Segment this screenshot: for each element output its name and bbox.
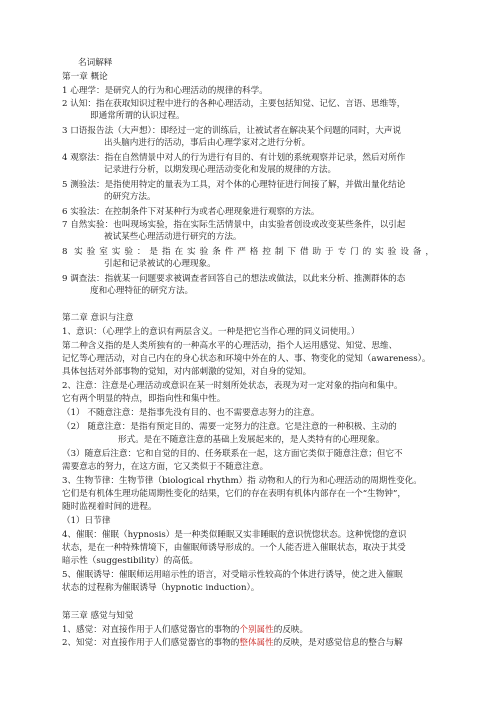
ch2-def-4-l3: 暗示性（suggestibility）的高低。	[62, 556, 199, 566]
chapter-3-title: 第三章 感觉与知觉	[62, 611, 134, 621]
ch2-def-2-2: （2） 随意注意：是指有预定目的、需要一定努力的注意。它是注意的一种积极、主动的	[62, 422, 397, 432]
ch1-def-3: 3 口语报告法（大声想）：即经过一定的训练后，让被试者在解决某个问题的同时，大声说	[62, 126, 402, 136]
ch2-def-1-p2-l3: 具体包括对外部事物的觉知，对内部刺激的觉知，对自身的觉知。	[62, 367, 312, 377]
ch1-def-8-cont: 引起和记录被试的心理现象。	[104, 259, 216, 269]
ch2-def-3: 3、生物节律：生物节律（biological rhythm）指 动物和人的行为和心理活动的周期性变化。	[62, 476, 422, 486]
ch2-def-3-l2: 它们是有机体生理功能周期性变化的结果，它们的存在表明有机体内部存在一个“生物钟”，	[62, 489, 406, 499]
ch2-def-1-p2-l2: 记忆等心理活动，对自己内在的身心状态和环境中外在的人、事、物变化的觉知（awareness）。	[62, 354, 431, 364]
ch1-def-2-cont: 即通常所谓的认识过程。	[90, 111, 185, 121]
ch1-def-7-cont: 被试某些心理活动进行研究的方法。	[104, 232, 242, 242]
ch2-def-2: 2、注意：注意是心理活动或意识在某一时刻所处状态，表现为对一定对象的指向和集中。	[62, 381, 403, 391]
ch1-def-1: 1 心理学：是研究人的行为和心理活动的规律的科学。	[62, 86, 268, 96]
ch1-def-9: 9 调查法：指就某一问题要求被调查者回答自己的想法或做法，以此来分析、推测群体的态	[62, 274, 406, 284]
ch2-def-1: 1、意识：（心理学上的意识有两层含义。一种是把它当作心理的同义词使用。）	[62, 327, 360, 337]
ch1-def-5: 5 测验法：是指使用特定的量表为工具，对个体的心理特征进行间接了解，并做出量化结论	[62, 180, 406, 190]
ch3-def-1: 1、感觉：对直接作用于人们感觉器官的事物的个别属性的反映。	[62, 625, 309, 635]
ch2-def-5: 5、催眠诱导：催眠师运用暗示性的语言，对受暗示性较高的个体进行诱导，使之进入催眠	[62, 570, 403, 580]
ch1-def-2: 2 认知：指在获取知识过程中进行的各种心理活动，主要包括知觉、记忆、言语、思维等，	[62, 99, 406, 109]
ch1-def-9-cont: 度和心理特征的研究方法。	[90, 286, 194, 296]
ch2-def-1-p2: 第二种含义指的是人类所独有的一种高水平的心理活动，指个人运用感觉、知觉、思维、	[62, 341, 398, 351]
ch2-def-3-1: （1）日节律	[62, 516, 111, 526]
ch2-def-2-3-cont: 需要意志的努力，在这方面，它又类似于不随意注意。	[62, 462, 269, 472]
ch2-def-2-l2: 它有两个明显的特点，即指向性和集中性。	[62, 394, 226, 404]
ch1-def-8: 8 实验室实验：是指在实验条件严格控制下借助于专门的实验设备，	[62, 247, 434, 257]
ch1-def-3-cont: 出头脑内进行的活动，事后由心理学家对之进行分析。	[104, 138, 311, 148]
ch3-def-2: 2、知觉：对直接作用于人们感觉器官的事物的整体属性的反映，是对感觉信息的整合与解	[62, 638, 403, 648]
ch1-def-6: 6 实验法：在控制条件下对某种行为或者心理现象进行观察的方法。	[62, 207, 320, 217]
document-title: 名词解释	[78, 58, 113, 68]
highlighted-term: 整体属性	[239, 638, 274, 648]
ch2-def-4: 4、催眠：催眠（hypnosis）是一种类似睡眠又实非睡眠的意识恍惚状态。这种恍惚的意识	[62, 530, 407, 540]
ch2-def-4-l2: 状态，是在一种特殊情境下，由催眠师诱导形成的。一个人能否进入催眠状态，取决于其受	[62, 543, 406, 553]
chapter-2-title: 第二章 意识与注意	[62, 313, 134, 323]
chapter-1-title: 第一章 概论	[62, 72, 108, 82]
ch2-def-2-1: （1） 不随意注意：是指事先没有目的、也不需要意志努力的注意。	[62, 408, 320, 418]
ch2-def-3-l3: 随时监视着时间的进程。	[62, 502, 157, 512]
ch1-def-5-cont: 的研究方法。	[104, 192, 156, 202]
ch2-def-2-3: （3）随意后注意：它和自觉的目的、任务联系在一起，这方面它类似于随意注意；但它不	[62, 449, 403, 459]
ch2-def-2-2-cont: 形式。是在不随意注意的基础上发展起来的，是人类特有的心理现象。	[118, 435, 385, 445]
ch2-def-5-l2: 状态的过程称为催眠诱导（hypnotic induction）。	[62, 583, 260, 593]
ch1-def-7: 7 自然实验：也叫现场实验，指在实际生活情景中，由实验者创设或改变某些条件，以引起	[62, 220, 406, 230]
ch1-def-4: 4 观察法：指在自然情景中对人的行为进行有目的、有计划的系统观察并记录，然后对所作	[62, 153, 406, 163]
ch1-def-4-cont: 记录进行分析，以期发现心理活动变化和发展的规律的方法。	[104, 165, 337, 175]
highlighted-term: 个别属性	[239, 625, 274, 635]
